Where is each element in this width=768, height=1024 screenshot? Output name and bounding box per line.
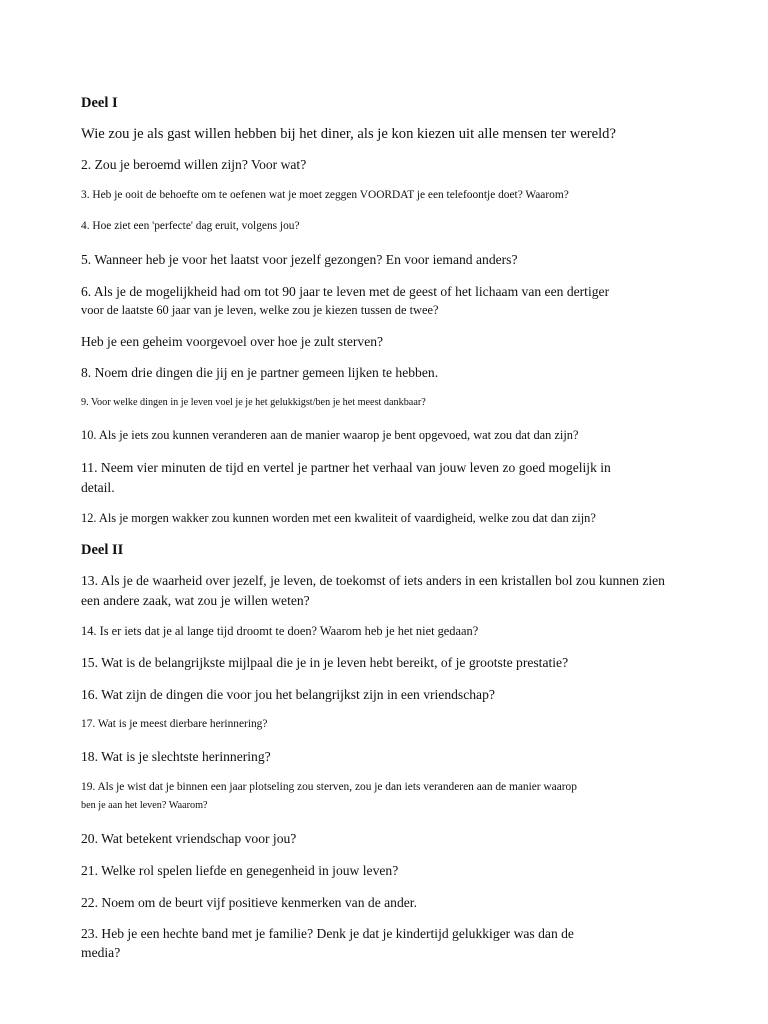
question-19-line-1: 19. Als je wist dat je binnen een jaar plotseling zou sterven, zou je dan iets veranderen aan de manier waarop — [81, 781, 577, 793]
question-5: 5. Wanneer heb je voor het laatst voor jezelf gezongen? En voor iemand anders? — [81, 252, 518, 267]
question-6-line-2: voor de laatste 60 jaar van je leven, welke zou je kiezen tussen de twee? — [81, 303, 439, 317]
question-9: 9. Voor welke dingen in je leven voel je je het gelukkigst/ben je het meest dankbaar? — [81, 397, 426, 408]
question-22: 22. Noem om de beurt vijf positieve kenmerken van de ander. — [81, 895, 417, 910]
question-12: 12. Als je morgen wakker zou kunnen worden met een kwaliteit of vaardigheid, welke zou dat dan zijn? — [81, 511, 596, 525]
question-18: 18. Wat is je slechtste herinnering? — [81, 749, 271, 764]
question-3: 3. Heb je ooit de behoefte om te oefenen wat je moet zeggen VOORDAT je een telefoontje doet? Waarom? — [81, 189, 569, 201]
question-4: 4. Hoe ziet een 'perfecte' dag eruit, volgens jou? — [81, 220, 300, 232]
question-8: 8. Noem drie dingen die jij en je partner gemeen lijken te hebben. — [81, 365, 439, 380]
question-17: 17. Wat is je meest dierbare herinnering? — [81, 718, 268, 730]
question-6-line-1: 6. Als je de mogelijkheid had om tot 90 jaar te leven met de geest of het lichaam van een dertiger — [81, 284, 610, 299]
question-11-line-1: 11. Neem vier minuten de tijd en vertel je partner het verhaal van jouw leven zo goed mogelijk in — [81, 460, 611, 475]
question-16: 16. Wat zijn de dingen die voor jou het belangrijkst zijn in een vriendschap? — [81, 687, 495, 702]
question-10: 10. Als je iets zou kunnen veranderen aan de manier waarop je bent opgevoed, wat zou dat dan zijn? — [81, 428, 579, 442]
question-23-line-2: media? — [81, 945, 121, 960]
question-14: 14. Is er iets dat je al lange tijd droomt te doen? Waarom heb je het niet gedaan? — [81, 624, 479, 638]
question-20: 20. Wat betekent vriendschap voor jou? — [81, 831, 297, 846]
question-19-line-2: ben je aan het leven? Waarom? — [81, 800, 208, 811]
question-11-line-2: detail. — [81, 480, 115, 495]
question-21: 21. Welke rol spelen liefde en genegenheid in jouw leven? — [81, 863, 399, 878]
question-13-line-1: 13. Als je de waarheid over jezelf, je leven, de toekomst of iets anders in een kristallen bol zou kunnen zien — [81, 573, 665, 588]
section-heading-deel-1: Deel I — [81, 95, 118, 111]
question-2: 2. Zou je beroemd willen zijn? Voor wat? — [81, 157, 307, 172]
question-1: Wie zou je als gast willen hebben bij het diner, als je kon kiezen uit alle mensen ter wereld? — [81, 126, 616, 142]
question-13-line-2: een andere zaak, wat zou je willen weten? — [81, 593, 310, 608]
section-heading-deel-2: Deel II — [81, 542, 124, 558]
question-23-line-1: 23. Heb je een hechte band met je familie? Denk je dat je kindertijd gelukkiger was dan de — [81, 926, 574, 941]
question-7: Heb je een geheim voorgevoel over hoe je zult sterven? — [81, 334, 384, 349]
question-15: 15. Wat is de belangrijkste mijlpaal die je in je leven hebt bereikt, of je grootste prestatie? — [81, 655, 569, 670]
